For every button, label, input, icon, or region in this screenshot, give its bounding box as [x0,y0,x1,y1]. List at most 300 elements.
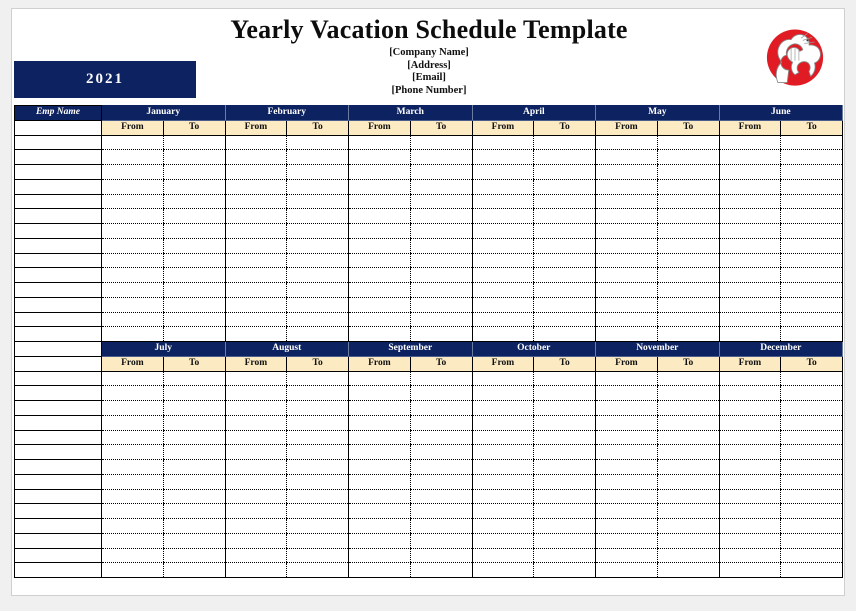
from-cell[interactable] [349,327,411,342]
from-cell[interactable] [472,194,534,209]
to-cell[interactable] [534,533,596,548]
to-cell[interactable] [163,179,225,194]
from-cell[interactable] [349,460,411,475]
to-cell[interactable] [287,312,349,327]
from-cell[interactable] [225,401,287,416]
from-cell[interactable] [225,135,287,150]
from-cell[interactable] [349,371,411,386]
to-cell[interactable] [781,548,843,563]
to-cell[interactable] [534,504,596,519]
from-cell[interactable] [596,165,658,180]
from-cell[interactable] [719,489,781,504]
from-cell[interactable] [102,519,164,534]
emp-name-cell[interactable] [15,297,102,312]
from-cell[interactable] [596,312,658,327]
from-cell[interactable] [719,238,781,253]
emp-name-cell[interactable] [15,386,102,401]
from-cell[interactable] [472,519,534,534]
to-cell[interactable] [781,533,843,548]
to-cell[interactable] [657,224,719,239]
to-cell[interactable] [163,504,225,519]
to-cell[interactable] [410,224,472,239]
emp-name-cell[interactable] [15,401,102,416]
from-cell[interactable] [225,445,287,460]
to-cell[interactable] [287,253,349,268]
from-cell[interactable] [719,504,781,519]
to-cell[interactable] [410,165,472,180]
from-cell[interactable] [102,371,164,386]
to-cell[interactable] [781,489,843,504]
emp-name-cell[interactable] [15,194,102,209]
from-cell[interactable] [102,386,164,401]
from-cell[interactable] [102,460,164,475]
to-cell[interactable] [657,268,719,283]
to-cell[interactable] [781,283,843,298]
from-cell[interactable] [596,445,658,460]
to-cell[interactable] [163,563,225,578]
from-cell[interactable] [596,253,658,268]
from-cell[interactable] [719,165,781,180]
from-cell[interactable] [596,150,658,165]
to-cell[interactable] [287,209,349,224]
from-cell[interactable] [225,165,287,180]
from-cell[interactable] [349,194,411,209]
emp-name-cell[interactable] [15,445,102,460]
from-cell[interactable] [719,312,781,327]
emp-name-cell[interactable] [15,474,102,489]
to-cell[interactable] [657,445,719,460]
to-cell[interactable] [410,150,472,165]
from-cell[interactable] [102,297,164,312]
to-cell[interactable] [287,548,349,563]
to-cell[interactable] [534,179,596,194]
to-cell[interactable] [410,179,472,194]
from-cell[interactable] [596,460,658,475]
from-cell[interactable] [719,430,781,445]
to-cell[interactable] [287,460,349,475]
from-cell[interactable] [225,283,287,298]
to-cell[interactable] [781,253,843,268]
from-cell[interactable] [472,224,534,239]
to-cell[interactable] [781,474,843,489]
from-cell[interactable] [349,238,411,253]
to-cell[interactable] [781,297,843,312]
to-cell[interactable] [781,165,843,180]
to-cell[interactable] [287,371,349,386]
from-cell[interactable] [349,150,411,165]
from-cell[interactable] [349,401,411,416]
to-cell[interactable] [287,238,349,253]
from-cell[interactable] [719,371,781,386]
from-cell[interactable] [102,327,164,342]
from-cell[interactable] [225,194,287,209]
from-cell[interactable] [349,548,411,563]
from-cell[interactable] [102,533,164,548]
from-cell[interactable] [225,533,287,548]
to-cell[interactable] [410,445,472,460]
to-cell[interactable] [287,563,349,578]
to-cell[interactable] [163,297,225,312]
to-cell[interactable] [410,548,472,563]
to-cell[interactable] [287,504,349,519]
from-cell[interactable] [719,179,781,194]
emp-name-cell[interactable] [15,342,102,357]
from-cell[interactable] [596,401,658,416]
from-cell[interactable] [596,474,658,489]
from-cell[interactable] [349,283,411,298]
emp-name-cell[interactable] [15,504,102,519]
to-cell[interactable] [287,489,349,504]
from-cell[interactable] [102,401,164,416]
to-cell[interactable] [781,430,843,445]
to-cell[interactable] [781,135,843,150]
to-cell[interactable] [410,283,472,298]
to-cell[interactable] [410,489,472,504]
from-cell[interactable] [225,297,287,312]
to-cell[interactable] [410,135,472,150]
to-cell[interactable] [657,312,719,327]
from-cell[interactable] [719,194,781,209]
from-cell[interactable] [225,327,287,342]
to-cell[interactable] [657,386,719,401]
to-cell[interactable] [163,533,225,548]
to-cell[interactable] [534,253,596,268]
from-cell[interactable] [596,209,658,224]
to-cell[interactable] [410,430,472,445]
from-cell[interactable] [596,430,658,445]
from-cell[interactable] [349,474,411,489]
to-cell[interactable] [781,327,843,342]
emp-name-cell[interactable] [15,268,102,283]
to-cell[interactable] [410,253,472,268]
to-cell[interactable] [287,445,349,460]
to-cell[interactable] [781,268,843,283]
to-cell[interactable] [657,297,719,312]
from-cell[interactable] [472,460,534,475]
to-cell[interactable] [163,194,225,209]
from-cell[interactable] [472,283,534,298]
from-cell[interactable] [596,327,658,342]
to-cell[interactable] [410,209,472,224]
from-cell[interactable] [349,504,411,519]
to-cell[interactable] [657,165,719,180]
from-cell[interactable] [225,474,287,489]
emp-name-cell[interactable] [15,519,102,534]
from-cell[interactable] [102,179,164,194]
to-cell[interactable] [163,401,225,416]
from-cell[interactable] [225,150,287,165]
from-cell[interactable] [472,327,534,342]
to-cell[interactable] [287,165,349,180]
from-cell[interactable] [472,489,534,504]
to-cell[interactable] [781,371,843,386]
to-cell[interactable] [287,179,349,194]
to-cell[interactable] [534,224,596,239]
from-cell[interactable] [349,135,411,150]
from-cell[interactable] [596,238,658,253]
from-cell[interactable] [472,165,534,180]
emp-name-cell[interactable] [15,209,102,224]
from-cell[interactable] [596,268,658,283]
from-cell[interactable] [719,224,781,239]
from-cell[interactable] [719,135,781,150]
to-cell[interactable] [657,150,719,165]
to-cell[interactable] [534,489,596,504]
to-cell[interactable] [657,253,719,268]
from-cell[interactable] [719,445,781,460]
to-cell[interactable] [287,327,349,342]
emp-name-cell[interactable] [15,150,102,165]
to-cell[interactable] [657,460,719,475]
from-cell[interactable] [719,327,781,342]
to-cell[interactable] [534,238,596,253]
from-cell[interactable] [225,179,287,194]
to-cell[interactable] [163,312,225,327]
from-cell[interactable] [349,253,411,268]
from-cell[interactable] [472,238,534,253]
from-cell[interactable] [472,150,534,165]
to-cell[interactable] [534,165,596,180]
emp-name-cell[interactable] [15,563,102,578]
from-cell[interactable] [472,548,534,563]
to-cell[interactable] [287,386,349,401]
from-cell[interactable] [102,504,164,519]
to-cell[interactable] [534,445,596,460]
to-cell[interactable] [163,283,225,298]
emp-name-cell[interactable] [15,135,102,150]
to-cell[interactable] [657,179,719,194]
to-cell[interactable] [287,268,349,283]
from-cell[interactable] [719,253,781,268]
to-cell[interactable] [534,460,596,475]
to-cell[interactable] [781,415,843,430]
to-cell[interactable] [163,165,225,180]
from-cell[interactable] [719,283,781,298]
emp-name-cell[interactable] [15,238,102,253]
to-cell[interactable] [657,563,719,578]
to-cell[interactable] [410,519,472,534]
from-cell[interactable] [472,563,534,578]
from-cell[interactable] [102,474,164,489]
to-cell[interactable] [657,430,719,445]
to-cell[interactable] [287,224,349,239]
to-cell[interactable] [534,150,596,165]
from-cell[interactable] [349,445,411,460]
from-cell[interactable] [472,297,534,312]
from-cell[interactable] [596,415,658,430]
to-cell[interactable] [287,401,349,416]
to-cell[interactable] [781,224,843,239]
to-cell[interactable] [163,135,225,150]
to-cell[interactable] [163,386,225,401]
from-cell[interactable] [225,563,287,578]
to-cell[interactable] [163,371,225,386]
to-cell[interactable] [163,268,225,283]
to-cell[interactable] [657,283,719,298]
to-cell[interactable] [163,253,225,268]
from-cell[interactable] [719,297,781,312]
to-cell[interactable] [534,401,596,416]
from-cell[interactable] [349,312,411,327]
from-cell[interactable] [719,268,781,283]
from-cell[interactable] [719,460,781,475]
to-cell[interactable] [410,415,472,430]
from-cell[interactable] [472,135,534,150]
emp-name-cell[interactable] [15,415,102,430]
to-cell[interactable] [534,283,596,298]
to-cell[interactable] [657,415,719,430]
to-cell[interactable] [781,209,843,224]
from-cell[interactable] [472,533,534,548]
from-cell[interactable] [472,371,534,386]
to-cell[interactable] [657,504,719,519]
to-cell[interactable] [163,327,225,342]
to-cell[interactable] [781,563,843,578]
to-cell[interactable] [287,519,349,534]
from-cell[interactable] [596,519,658,534]
to-cell[interactable] [534,415,596,430]
from-cell[interactable] [102,253,164,268]
from-cell[interactable] [349,386,411,401]
from-cell[interactable] [719,474,781,489]
to-cell[interactable] [534,430,596,445]
from-cell[interactable] [349,209,411,224]
from-cell[interactable] [102,268,164,283]
from-cell[interactable] [102,563,164,578]
to-cell[interactable] [781,445,843,460]
to-cell[interactable] [163,150,225,165]
to-cell[interactable] [163,430,225,445]
to-cell[interactable] [287,474,349,489]
to-cell[interactable] [410,460,472,475]
from-cell[interactable] [225,224,287,239]
from-cell[interactable] [472,430,534,445]
to-cell[interactable] [163,445,225,460]
to-cell[interactable] [657,209,719,224]
emp-name-cell[interactable] [15,533,102,548]
to-cell[interactable] [287,150,349,165]
from-cell[interactable] [596,224,658,239]
from-cell[interactable] [225,268,287,283]
from-cell[interactable] [225,386,287,401]
from-cell[interactable] [349,268,411,283]
to-cell[interactable] [534,386,596,401]
emp-name-cell[interactable] [15,179,102,194]
from-cell[interactable] [472,504,534,519]
from-cell[interactable] [472,386,534,401]
to-cell[interactable] [163,519,225,534]
to-cell[interactable] [163,415,225,430]
to-cell[interactable] [534,268,596,283]
from-cell[interactable] [719,519,781,534]
from-cell[interactable] [349,165,411,180]
from-cell[interactable] [349,533,411,548]
from-cell[interactable] [719,209,781,224]
to-cell[interactable] [781,504,843,519]
from-cell[interactable] [719,415,781,430]
to-cell[interactable] [534,312,596,327]
from-cell[interactable] [102,194,164,209]
to-cell[interactable] [657,371,719,386]
from-cell[interactable] [472,179,534,194]
from-cell[interactable] [102,135,164,150]
from-cell[interactable] [349,430,411,445]
to-cell[interactable] [163,548,225,563]
to-cell[interactable] [534,474,596,489]
to-cell[interactable] [410,504,472,519]
from-cell[interactable] [472,445,534,460]
to-cell[interactable] [781,179,843,194]
from-cell[interactable] [349,563,411,578]
to-cell[interactable] [781,386,843,401]
to-cell[interactable] [781,401,843,416]
to-cell[interactable] [534,327,596,342]
from-cell[interactable] [596,297,658,312]
to-cell[interactable] [163,238,225,253]
from-cell[interactable] [225,519,287,534]
to-cell[interactable] [534,135,596,150]
to-cell[interactable] [781,238,843,253]
to-cell[interactable] [287,283,349,298]
from-cell[interactable] [102,489,164,504]
from-cell[interactable] [596,563,658,578]
to-cell[interactable] [534,297,596,312]
to-cell[interactable] [534,563,596,578]
to-cell[interactable] [657,548,719,563]
from-cell[interactable] [596,135,658,150]
from-cell[interactable] [225,415,287,430]
from-cell[interactable] [719,401,781,416]
from-cell[interactable] [349,224,411,239]
to-cell[interactable] [163,474,225,489]
from-cell[interactable] [349,179,411,194]
emp-name-cell[interactable] [15,548,102,563]
to-cell[interactable] [410,371,472,386]
from-cell[interactable] [225,238,287,253]
from-cell[interactable] [102,224,164,239]
to-cell[interactable] [534,209,596,224]
to-cell[interactable] [163,224,225,239]
emp-name-cell[interactable] [15,430,102,445]
from-cell[interactable] [102,165,164,180]
to-cell[interactable] [657,533,719,548]
from-cell[interactable] [349,415,411,430]
from-cell[interactable] [472,415,534,430]
from-cell[interactable] [596,179,658,194]
from-cell[interactable] [102,430,164,445]
to-cell[interactable] [287,297,349,312]
from-cell[interactable] [472,268,534,283]
to-cell[interactable] [534,371,596,386]
from-cell[interactable] [596,371,658,386]
to-cell[interactable] [534,519,596,534]
from-cell[interactable] [102,415,164,430]
to-cell[interactable] [410,268,472,283]
from-cell[interactable] [719,563,781,578]
emp-name-cell[interactable] [15,489,102,504]
to-cell[interactable] [657,519,719,534]
to-cell[interactable] [781,150,843,165]
to-cell[interactable] [657,238,719,253]
to-cell[interactable] [287,135,349,150]
to-cell[interactable] [287,415,349,430]
from-cell[interactable] [349,489,411,504]
to-cell[interactable] [657,135,719,150]
from-cell[interactable] [596,386,658,401]
emp-name-cell[interactable] [15,224,102,239]
to-cell[interactable] [163,460,225,475]
from-cell[interactable] [102,445,164,460]
